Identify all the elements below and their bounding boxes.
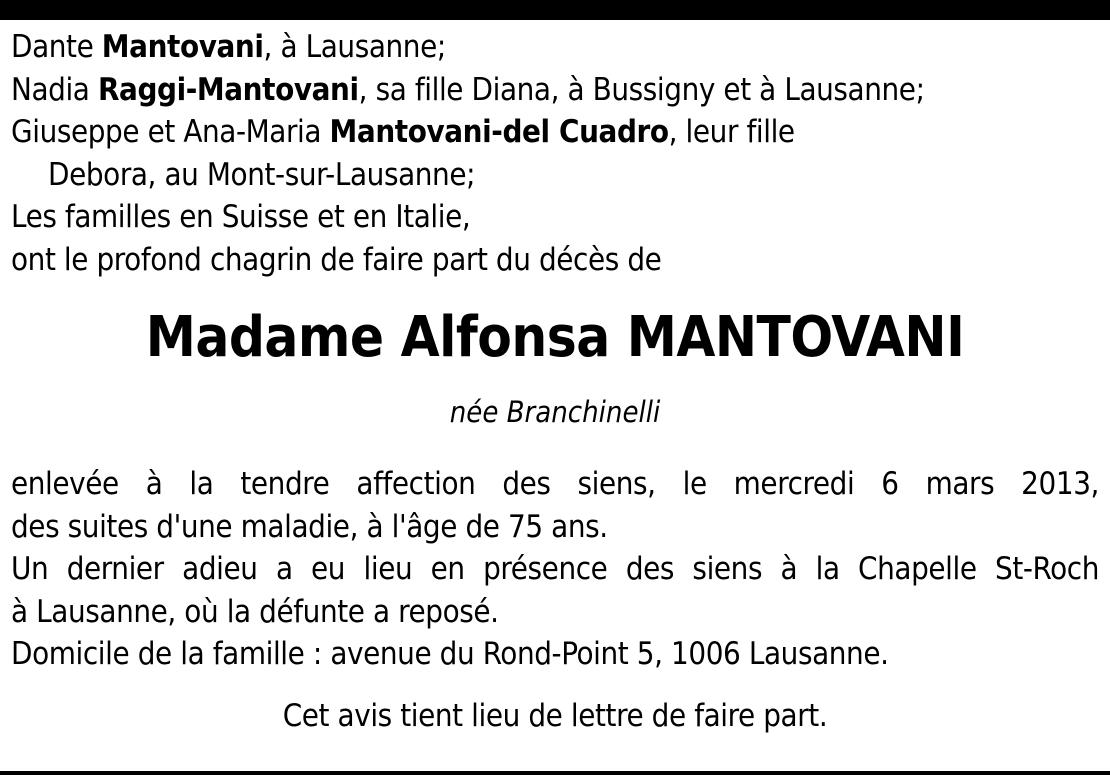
family-line-relatives: Les familles en Suisse et en Italie,	[11, 199, 471, 235]
family-line-debora: Debora, au Mont-sur-Lausanne;	[48, 156, 476, 193]
family-line-text: , leur fille	[668, 114, 795, 150]
family-line-text: , à Lausanne;	[263, 29, 446, 65]
top-border-rule	[0, 0, 1110, 20]
maiden-name: née Branchinelli	[449, 395, 661, 429]
family-line-text: Giuseppe et Ana-Maria	[11, 114, 330, 150]
family-surname: Mantovani-del Cuadro	[329, 114, 669, 150]
family-line-text: Dante	[11, 29, 102, 65]
closing-note: Cet avis tient lieu de lettre de faire part.	[282, 697, 828, 734]
family-line-text: , sa fille Diana, à Bussigny et à Lausanne;	[358, 71, 925, 108]
deceased-name: Madame Alfonsa MANTOVANI	[145, 305, 965, 370]
obituary-notice	[11, 26, 1099, 736]
details-line: Un dernier adieu a eu lieu en présence des siens à la Chapelle St-Roch	[11, 551, 1099, 587]
family-surname: Mantovani	[101, 29, 264, 65]
bottom-border-rule	[0, 771, 1110, 775]
details-line: des suites d'une maladie, à l'âge de 75 ans.	[11, 508, 608, 545]
family-line-nadia	[11, 69, 1099, 112]
family-line-giuseppe	[11, 111, 1099, 154]
details-line: enlevée à la tendre affection des siens, le mercredi 6 mars 2013,	[11, 466, 1099, 502]
details-line: à Lausanne, où la défunte a reposé.	[11, 593, 499, 630]
death-details	[11, 463, 1099, 676]
family-line-dante	[11, 26, 1099, 69]
family-line-text: Nadia	[11, 71, 98, 108]
family-surname: Raggi-Mantovani	[97, 71, 359, 108]
announcement-intro: ont le profond chagrin de faire part du décès de	[11, 241, 662, 278]
family-list	[11, 26, 1099, 281]
family-address: Domicile de la famille : avenue du Rond-Point 5, 1006 Lausanne.	[11, 636, 889, 672]
